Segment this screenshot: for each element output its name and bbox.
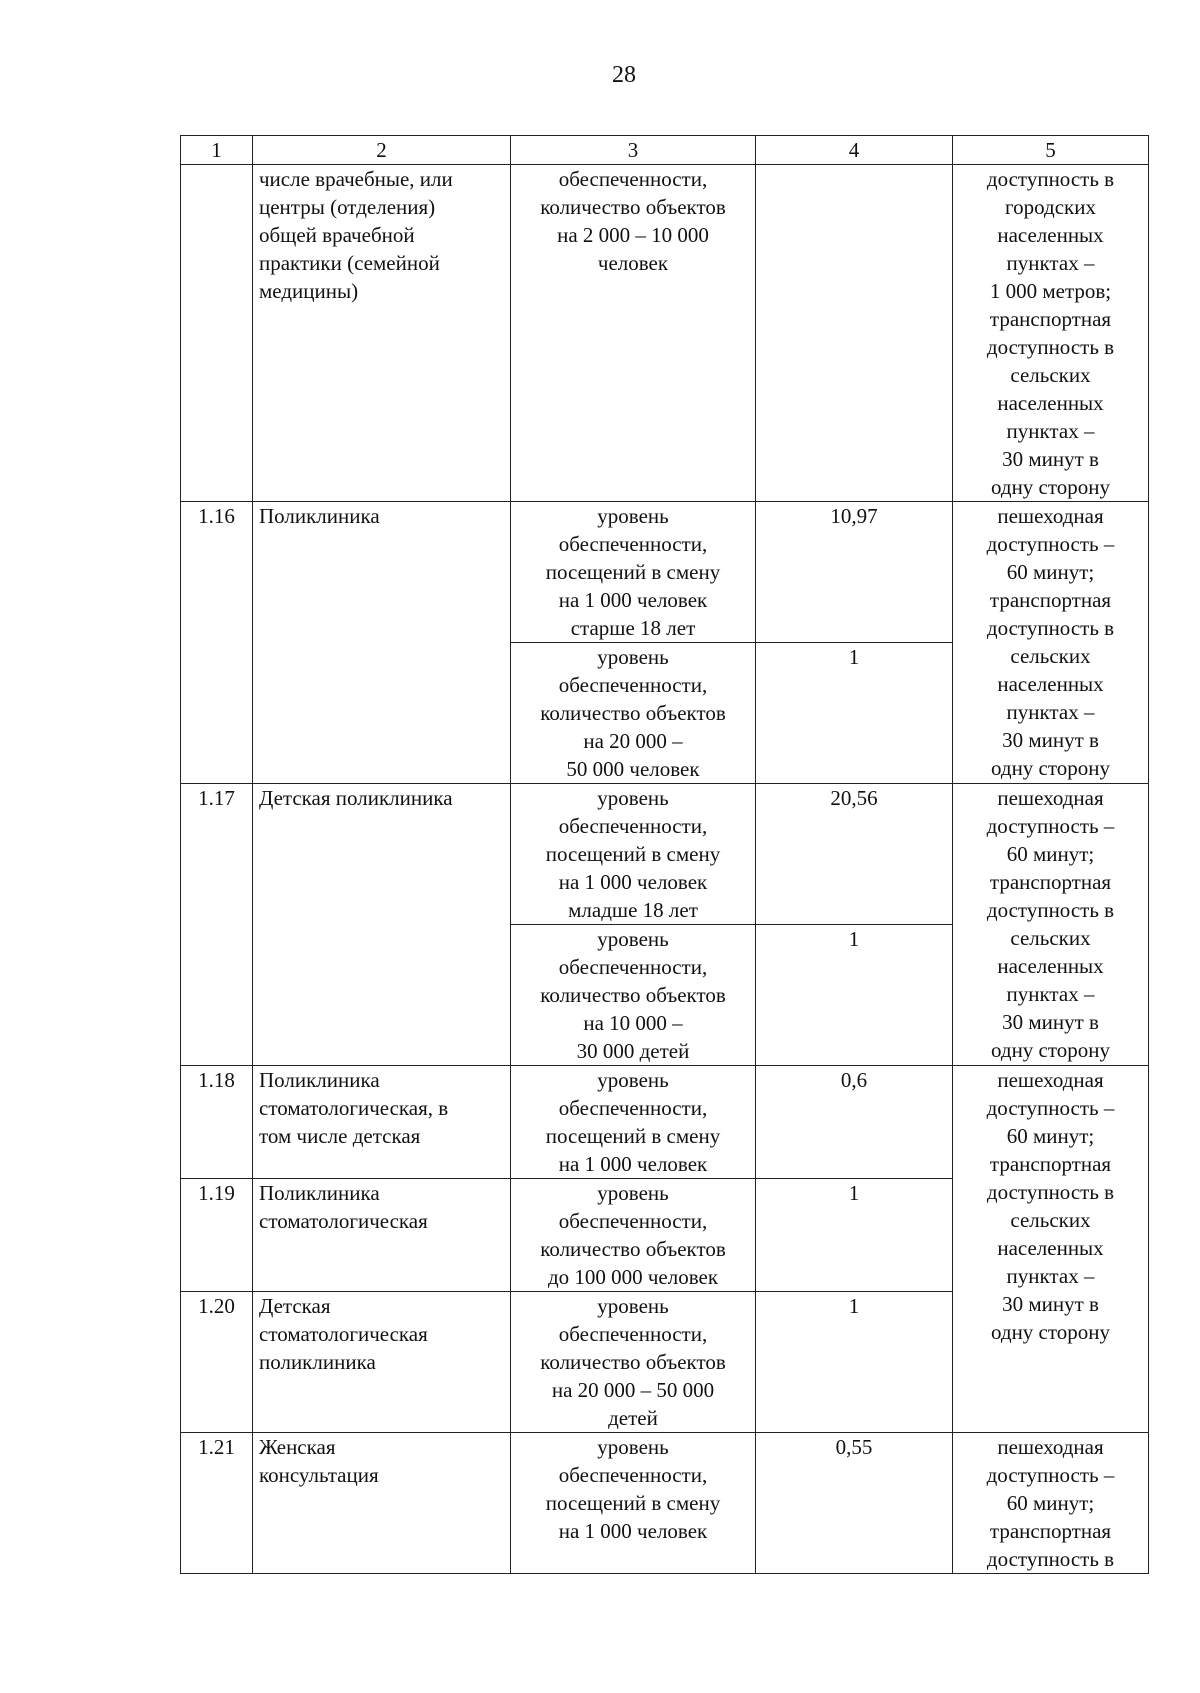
accessibility: доступность в городских населенных пунктах – 1 000 метров; транспортная доступность в сельских населенных пунктах – 30 минут в одну сторону: [953, 165, 1149, 502]
row-number: 1.21: [181, 1433, 253, 1574]
table-row-1-17: [181, 784, 1149, 925]
indicator-value: 0,55: [756, 1433, 953, 1574]
facility-name: Поликлиника стоматологическая: [253, 1179, 511, 1292]
row-number: 1.17: [181, 784, 253, 1066]
indicator: уровень обеспеченности, количество объектов на 20 000 – 50 000 человек: [511, 643, 756, 784]
indicator: уровень обеспеченности, количество объектов на 10 000 – 30 000 детей: [511, 925, 756, 1066]
header-col-4: 4: [756, 136, 953, 165]
header-col-2: 2: [253, 136, 511, 165]
row-number: [181, 165, 253, 502]
indicator: уровень обеспеченности, количество объектов на 20 000 – 50 000 детей: [511, 1292, 756, 1433]
row-number: 1.18: [181, 1066, 253, 1179]
accessibility: пешеходная доступность – 60 минут; транспортная доступность в сельских населенных пунктах – 30 минут в одну сторону: [953, 502, 1149, 784]
facility-name: Поликлиника стоматологическая, в том числе детская: [253, 1066, 511, 1179]
indicator-value: 0,6: [756, 1066, 953, 1179]
indicator-value: 20,56: [756, 784, 953, 925]
indicator: уровень обеспеченности, количество объектов до 100 000 человек: [511, 1179, 756, 1292]
header-col-5: 5: [953, 136, 1149, 165]
accessibility: пешеходная доступность – 60 минут; транспортная доступность в: [953, 1433, 1149, 1574]
header-col-3: 3: [511, 136, 756, 165]
row-number: 1.19: [181, 1179, 253, 1292]
indicator-value: [756, 165, 953, 502]
indicator-value: 1: [756, 925, 953, 1066]
table-header-row: [181, 136, 1149, 165]
norms-table: [180, 135, 1149, 1574]
indicator-value: 10,97: [756, 502, 953, 643]
indicator-value: 1: [756, 1179, 953, 1292]
page-number: 28: [612, 62, 636, 88]
facility-name: числе врачебные, или центры (отделения) общей врачебной практики (семейной медицины): [253, 165, 511, 502]
facility-name: Детская стоматологическая поликлиника: [253, 1292, 511, 1433]
indicator-value: 1: [756, 643, 953, 784]
indicator: уровень обеспеченности, посещений в смену на 1 000 человек младше 18 лет: [511, 784, 756, 925]
facility-name: Детская поликлиника: [253, 784, 511, 1066]
indicator: обеспеченности, количество объектов на 2 000 – 10 000 человек: [511, 165, 756, 502]
indicator: уровень обеспеченности, посещений в смену на 1 000 человек старше 18 лет: [511, 502, 756, 643]
indicator-value: 1: [756, 1292, 953, 1433]
table-row-1-21: [181, 1433, 1149, 1574]
table-row-1-18: [181, 1066, 1149, 1179]
indicator: уровень обеспеченности, посещений в смену на 1 000 человек: [511, 1433, 756, 1574]
header-col-1: 1: [181, 136, 253, 165]
accessibility: пешеходная доступность – 60 минут; транспортная доступность в сельских населенных пунктах – 30 минут в одну сторону: [953, 784, 1149, 1066]
facility-name: Поликлиника: [253, 502, 511, 784]
indicator: уровень обеспеченности, посещений в смену на 1 000 человек: [511, 1066, 756, 1179]
row-number: 1.16: [181, 502, 253, 784]
table-row-continuation: [181, 165, 1149, 502]
facility-name: Женская консультация: [253, 1433, 511, 1574]
row-number: 1.20: [181, 1292, 253, 1433]
table-row-1-16: [181, 502, 1149, 643]
accessibility: пешеходная доступность – 60 минут; транспортная доступность в сельских населенных пунктах – 30 минут в одну сторону: [953, 1066, 1149, 1433]
